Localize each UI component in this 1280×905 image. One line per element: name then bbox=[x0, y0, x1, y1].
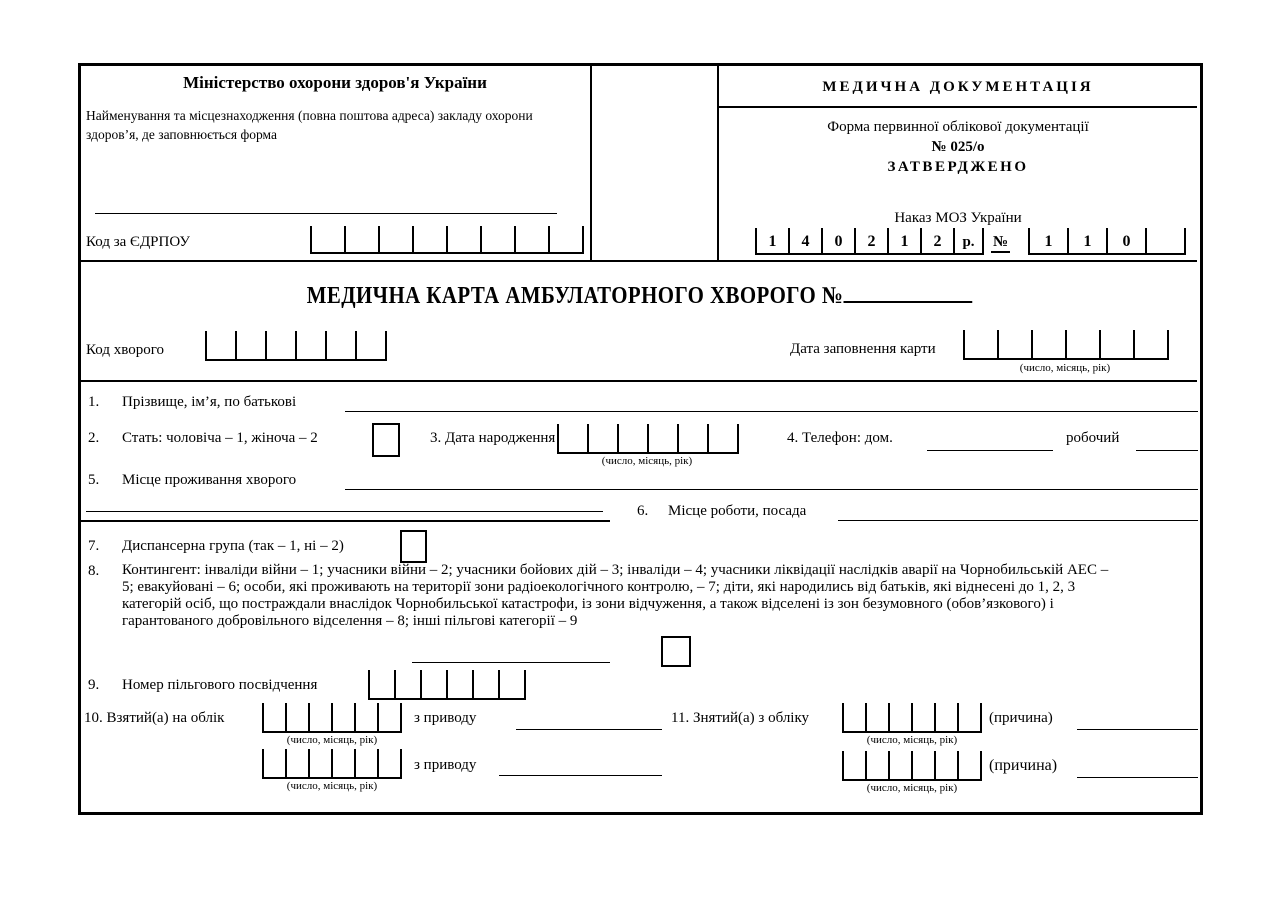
cell[interactable]: 1 bbox=[1028, 228, 1067, 253]
cell[interactable] bbox=[446, 226, 480, 252]
cell[interactable] bbox=[325, 331, 355, 359]
f11-reason-line-2[interactable] bbox=[1077, 777, 1198, 778]
f10-date-caption-1: (число, місяць, рік) bbox=[286, 734, 378, 746]
f10-reason-line-2[interactable] bbox=[499, 775, 662, 776]
f6-label: Місце роботи, посада bbox=[668, 503, 807, 519]
f11-reason-label-1: (причина) bbox=[989, 710, 1053, 726]
cell[interactable] bbox=[344, 226, 378, 252]
cell[interactable]: 2 bbox=[854, 228, 887, 253]
cell[interactable]: р. bbox=[953, 228, 982, 253]
f11-reason-line-1[interactable] bbox=[1077, 729, 1198, 730]
f11-label: 11. Знятий(а) з обліку bbox=[671, 710, 810, 726]
cell[interactable] bbox=[295, 331, 325, 359]
cell[interactable] bbox=[354, 703, 377, 731]
edrpou-cells[interactable] bbox=[310, 226, 584, 254]
f10-date-cells-1[interactable] bbox=[262, 703, 402, 733]
cell[interactable] bbox=[368, 670, 394, 698]
f5-write-line-2[interactable] bbox=[86, 511, 603, 512]
f1-label: Прізвище, ім’я, по батькові bbox=[122, 394, 297, 410]
f5-label: Місце проживання хворого bbox=[122, 472, 297, 488]
order-no-sign: № bbox=[991, 233, 1010, 253]
cell[interactable] bbox=[355, 331, 385, 359]
f8-write-line[interactable] bbox=[412, 662, 610, 663]
cell[interactable]: 1 bbox=[755, 228, 788, 253]
f10-label: 10. Взятий(а) на облік bbox=[84, 710, 225, 726]
edrpou-label: Код за ЄДРПОУ bbox=[86, 234, 190, 250]
f8-num: 8. bbox=[88, 563, 100, 579]
cell[interactable] bbox=[310, 226, 344, 252]
cell[interactable] bbox=[617, 424, 647, 452]
f3-label: 3. Дата народження bbox=[430, 430, 556, 446]
cell[interactable] bbox=[865, 751, 888, 779]
f11-date-caption-2: (число, місяць, рік) bbox=[866, 782, 958, 794]
cell[interactable] bbox=[587, 424, 617, 452]
cell[interactable] bbox=[1099, 330, 1133, 358]
f4-work-phone-line[interactable] bbox=[1136, 450, 1198, 451]
cell[interactable] bbox=[997, 330, 1031, 358]
f11-date-caption-1: (число, місяць, рік) bbox=[866, 734, 958, 746]
cell[interactable] bbox=[934, 751, 957, 779]
cell[interactable] bbox=[647, 424, 677, 452]
form-number: № 025/о bbox=[931, 139, 985, 155]
fill-date-cells[interactable] bbox=[963, 330, 1169, 360]
f11-reason-label-2: (причина) bbox=[989, 757, 1058, 774]
cell[interactable] bbox=[472, 670, 498, 698]
cell[interactable] bbox=[262, 703, 285, 731]
f11-date-cells-1[interactable] bbox=[842, 703, 982, 733]
doc-title-underline bbox=[719, 106, 1197, 108]
cell[interactable]: 4 bbox=[788, 228, 821, 253]
f1-write-line[interactable] bbox=[345, 411, 1198, 412]
cell[interactable] bbox=[265, 331, 295, 359]
f9-num: 9. bbox=[88, 677, 100, 693]
f5-num: 5. bbox=[88, 472, 100, 488]
cell[interactable] bbox=[354, 749, 377, 777]
f7-dispensary-box[interactable] bbox=[400, 530, 427, 563]
cell[interactable] bbox=[548, 226, 582, 252]
cell[interactable] bbox=[911, 751, 934, 779]
f4-work-label: робочий bbox=[1066, 430, 1120, 446]
cell[interactable] bbox=[205, 331, 235, 359]
cell[interactable] bbox=[842, 751, 865, 779]
f6-write-line[interactable] bbox=[838, 520, 1198, 521]
cell[interactable] bbox=[377, 703, 400, 731]
cell[interactable] bbox=[1145, 228, 1184, 253]
f5-section-line bbox=[81, 520, 610, 522]
cell[interactable] bbox=[378, 226, 412, 252]
f10-reason-label-1: з приводу bbox=[414, 710, 477, 726]
header-divider-left bbox=[590, 66, 592, 260]
cell[interactable]: 2 bbox=[920, 228, 953, 253]
fill-date-caption: (число, місяць, рік) bbox=[1019, 362, 1111, 374]
f4-home-phone-line[interactable] bbox=[927, 450, 1053, 451]
institution-note: Найменування та місцезнаходження (повна поштова адреса) закладу охорони здоров’я, де заповнюється форма bbox=[86, 108, 533, 142]
cell[interactable] bbox=[1065, 330, 1099, 358]
f5-write-line-1[interactable] bbox=[345, 489, 1198, 490]
cell[interactable] bbox=[1031, 330, 1065, 358]
f2-sex-box[interactable] bbox=[372, 423, 400, 457]
cell[interactable] bbox=[957, 751, 980, 779]
card-title: МЕДИЧНА КАРТА АМБУЛАТОРНОГО ХВОРОГО № bbox=[306, 283, 843, 309]
f9-certificate-cells[interactable] bbox=[368, 670, 526, 700]
cell[interactable] bbox=[285, 703, 308, 731]
cell[interactable] bbox=[677, 424, 707, 452]
f2-label: Стать: чоловіча – 1, жіноча – 2 bbox=[122, 430, 318, 446]
cell[interactable] bbox=[377, 749, 400, 777]
institution-write-line[interactable] bbox=[95, 213, 557, 214]
cell[interactable] bbox=[934, 703, 957, 731]
order-date-cells[interactable] bbox=[755, 228, 984, 255]
f10-date-caption-2: (число, місяць, рік) bbox=[286, 780, 378, 792]
f4-label: 4. Телефон: дом. bbox=[787, 430, 893, 446]
f8-text-line4: гарантованого добровільного відселення – 8; інші пільгові категорії – 9 bbox=[122, 613, 578, 629]
cell[interactable] bbox=[331, 703, 354, 731]
patient-code-cells[interactable] bbox=[205, 331, 387, 361]
f10-reason-line-1[interactable] bbox=[516, 729, 662, 730]
cell[interactable] bbox=[888, 751, 911, 779]
f7-label: Диспансерна група (так – 1, ні – 2) bbox=[122, 538, 344, 554]
card-title-row bbox=[78, 281, 1200, 310]
cell[interactable] bbox=[331, 749, 354, 777]
cell[interactable]: 1 bbox=[1067, 228, 1106, 253]
f2-num: 2. bbox=[88, 430, 100, 446]
cell[interactable] bbox=[285, 749, 308, 777]
ministry-title: Міністерство охорони здоров'я України bbox=[183, 73, 487, 92]
cell[interactable] bbox=[394, 670, 420, 698]
f6-num: 6. bbox=[637, 503, 649, 519]
cell[interactable] bbox=[888, 703, 911, 731]
f10-date-cells-2[interactable] bbox=[262, 749, 402, 779]
f10-reason-label-2: з приводу bbox=[414, 757, 477, 773]
f8-category-box[interactable] bbox=[661, 636, 691, 667]
card-number-write-line[interactable] bbox=[843, 281, 972, 303]
cell[interactable] bbox=[498, 670, 524, 698]
cell[interactable] bbox=[412, 226, 446, 252]
cell[interactable] bbox=[557, 424, 587, 452]
cell[interactable]: 0 bbox=[821, 228, 854, 253]
patient-code-label: Код хворого bbox=[86, 342, 164, 358]
f8-text-line3: категорій осіб, що постраждали внаслідок Чорнобильської катастрофи, із зони відчуження, а також відселені із зон безумовного (обов’язкового) і bbox=[122, 596, 1054, 612]
cell[interactable] bbox=[480, 226, 514, 252]
order-label: Наказ МОЗ України bbox=[894, 210, 1022, 226]
cell[interactable] bbox=[262, 749, 285, 777]
fill-date-label: Дата заповнення карти bbox=[790, 341, 936, 357]
cell[interactable]: 1 bbox=[887, 228, 920, 253]
f7-num: 7. bbox=[88, 538, 100, 554]
header-bottom-divider bbox=[81, 260, 1197, 262]
form-caption: Форма первинної облікової документації bbox=[827, 119, 1089, 135]
cell[interactable] bbox=[957, 703, 980, 731]
cell[interactable] bbox=[235, 331, 265, 359]
cell[interactable] bbox=[707, 424, 737, 452]
cell[interactable] bbox=[420, 670, 446, 698]
cell[interactable] bbox=[308, 703, 331, 731]
f3-birth-date-cells[interactable] bbox=[557, 424, 739, 454]
order-number-cells[interactable] bbox=[1028, 228, 1186, 255]
cell[interactable] bbox=[308, 749, 331, 777]
cell[interactable] bbox=[514, 226, 548, 252]
cell[interactable] bbox=[1133, 330, 1167, 358]
f1-num: 1. bbox=[88, 394, 100, 410]
cell[interactable] bbox=[963, 330, 997, 358]
approved-label: ЗАТВЕРДЖЕНО bbox=[887, 159, 1029, 175]
title-section-divider bbox=[81, 380, 1197, 382]
doc-title: МЕДИЧНА ДОКУМЕНТАЦІЯ bbox=[822, 79, 1094, 95]
f8-text-line1: Контингент: інваліди війни – 1; учасники війни – 2; учасники бойових дій – 3; інваліди – 4; учасники ліквідації наслідків аварії на Чорнобильській АЕС – bbox=[122, 562, 1109, 578]
f11-date-cells-2[interactable] bbox=[842, 751, 982, 781]
cell[interactable] bbox=[911, 703, 934, 731]
cell[interactable]: 0 bbox=[1106, 228, 1145, 253]
cell[interactable] bbox=[446, 670, 472, 698]
f9-label: Номер пільгового посвідчення bbox=[122, 677, 318, 693]
cell[interactable] bbox=[865, 703, 888, 731]
f3-date-caption: (число, місяць, рік) bbox=[601, 455, 693, 467]
cell[interactable] bbox=[842, 703, 865, 731]
f8-text-line2: 5; евакуйовані – 6; особи, які проживають на території зони радіоекологічного контролю, – 7; діти, які народились від батьків, які віднесені до 1, 2, 3 bbox=[122, 579, 1076, 595]
